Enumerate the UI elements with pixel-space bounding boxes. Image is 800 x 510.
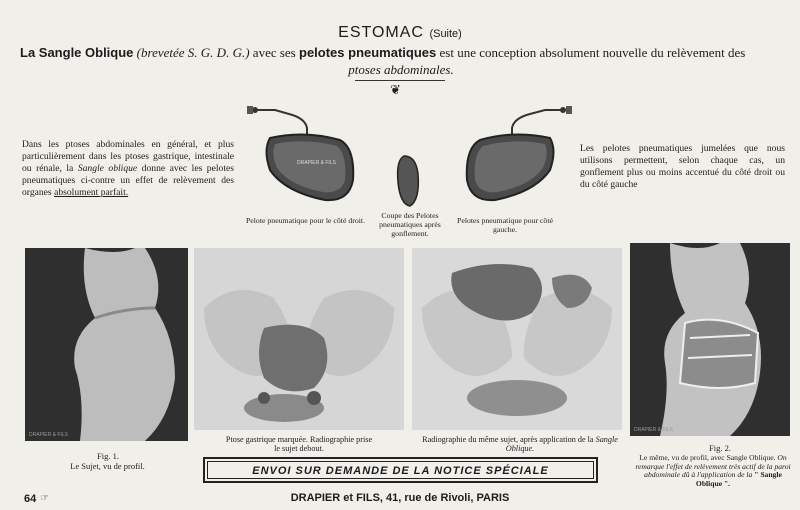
left-text-emph: absolument parfait. bbox=[54, 187, 129, 198]
notice-banner-text: ENVOI SUR DEMANDE DE LA NOTICE SPÉCIALE bbox=[207, 461, 594, 479]
patent-note: (brevetée S. G. D. G.) bbox=[136, 45, 250, 60]
intro-text-2: est une conception absolument nouvelle du relèvement des bbox=[439, 45, 746, 60]
fig2-photo-mark: DRAPIER & FILS bbox=[634, 427, 673, 433]
left-text-sangle: Sangle oblique bbox=[77, 163, 138, 174]
fig1-caption: Le Sujet, vu de profil. bbox=[70, 461, 145, 471]
xray2-caption-text: Radiographie du même sujet, après application de la bbox=[422, 435, 594, 444]
title-text: ESTOMAC bbox=[338, 24, 424, 41]
left-text-body: Dans les ptoses abdominales en général, et plus particulièrement dans les ptoses gastrique, intestinale ou rénale, la bbox=[22, 139, 234, 174]
brand-name: La Sangle Oblique bbox=[20, 45, 134, 60]
pelote-label-left: DRAPIER & FILS bbox=[297, 160, 336, 166]
fig1-silhouette bbox=[25, 248, 188, 441]
pelote-right-caption: Pelote pneumatique pour le côté droit. bbox=[245, 216, 366, 225]
pelote-section-caption: Coupe des Pelotes pneumatiques après gonflement. bbox=[379, 211, 441, 238]
xray1-graphic bbox=[194, 248, 404, 430]
fig2-caption bbox=[632, 454, 794, 488]
xray2-image bbox=[412, 248, 622, 430]
title-rule bbox=[355, 80, 445, 81]
fig2-caption-3: " Sangle Oblique ". bbox=[695, 470, 782, 488]
pelote-left-caption: Pelotes pneumatique pour côté gauche. bbox=[457, 216, 553, 234]
fig2-caption-1: Le même, vu de profil, avec Sangle Oblique. bbox=[639, 453, 776, 462]
intro-paragraph bbox=[20, 44, 782, 78]
fig2-caption-2: On remarque l'effet de relèvement très actif de la paroi abdominale dû à l'application de la bbox=[635, 453, 791, 479]
intro-text-1: avec ses bbox=[252, 45, 296, 60]
fig2-label: Fig. 2. bbox=[709, 443, 731, 453]
page-title bbox=[0, 24, 800, 42]
left-paragraph bbox=[22, 139, 234, 199]
xray1-caption: Ptose gastrique marquée. Radiographie prise le sujet debout. bbox=[225, 435, 373, 453]
left-text-body2: donne avec les pelotes pneumatiques ci-contre un effet de relèvement des organes bbox=[22, 163, 234, 198]
pelote-section-illustration bbox=[394, 152, 424, 210]
footer-address: DRAPIER et FILS, 41, rue de Rivoli, PARIS bbox=[290, 492, 510, 504]
page-number: 64 bbox=[24, 493, 37, 505]
pelotes-name: pelotes pneumatiques bbox=[299, 45, 437, 60]
xray2-caption-italic: Sangle Oblique. bbox=[505, 435, 618, 453]
intro-text-3: ptoses abdominales. bbox=[348, 62, 454, 77]
pelote-right-illustration bbox=[245, 100, 370, 210]
pointing-hand-icon: ☞ bbox=[40, 493, 49, 504]
fig1-label: Fig. 1. bbox=[97, 451, 119, 461]
ornament-icon: ❦ bbox=[390, 82, 401, 97]
fig2-silhouette bbox=[630, 243, 790, 436]
title-suite: (Suite) bbox=[429, 28, 462, 40]
fig2-photo bbox=[630, 243, 790, 436]
xray1-image bbox=[194, 248, 404, 430]
xray2-graphic bbox=[412, 248, 622, 430]
right-paragraph bbox=[580, 143, 785, 191]
xray2-caption bbox=[420, 435, 620, 453]
fig1-photo bbox=[25, 248, 188, 441]
fig1-photo-mark: DRAPIER & FILS bbox=[29, 432, 68, 438]
pelote-left-illustration bbox=[450, 100, 575, 210]
right-text-body: Les pelotes pneumatiques jumelées que nous utilisons permettent, selon chaque cas, un gonflement plus ou moins accentué du côté droit ou du côté gauche bbox=[580, 143, 785, 190]
notice-banner bbox=[203, 457, 598, 483]
